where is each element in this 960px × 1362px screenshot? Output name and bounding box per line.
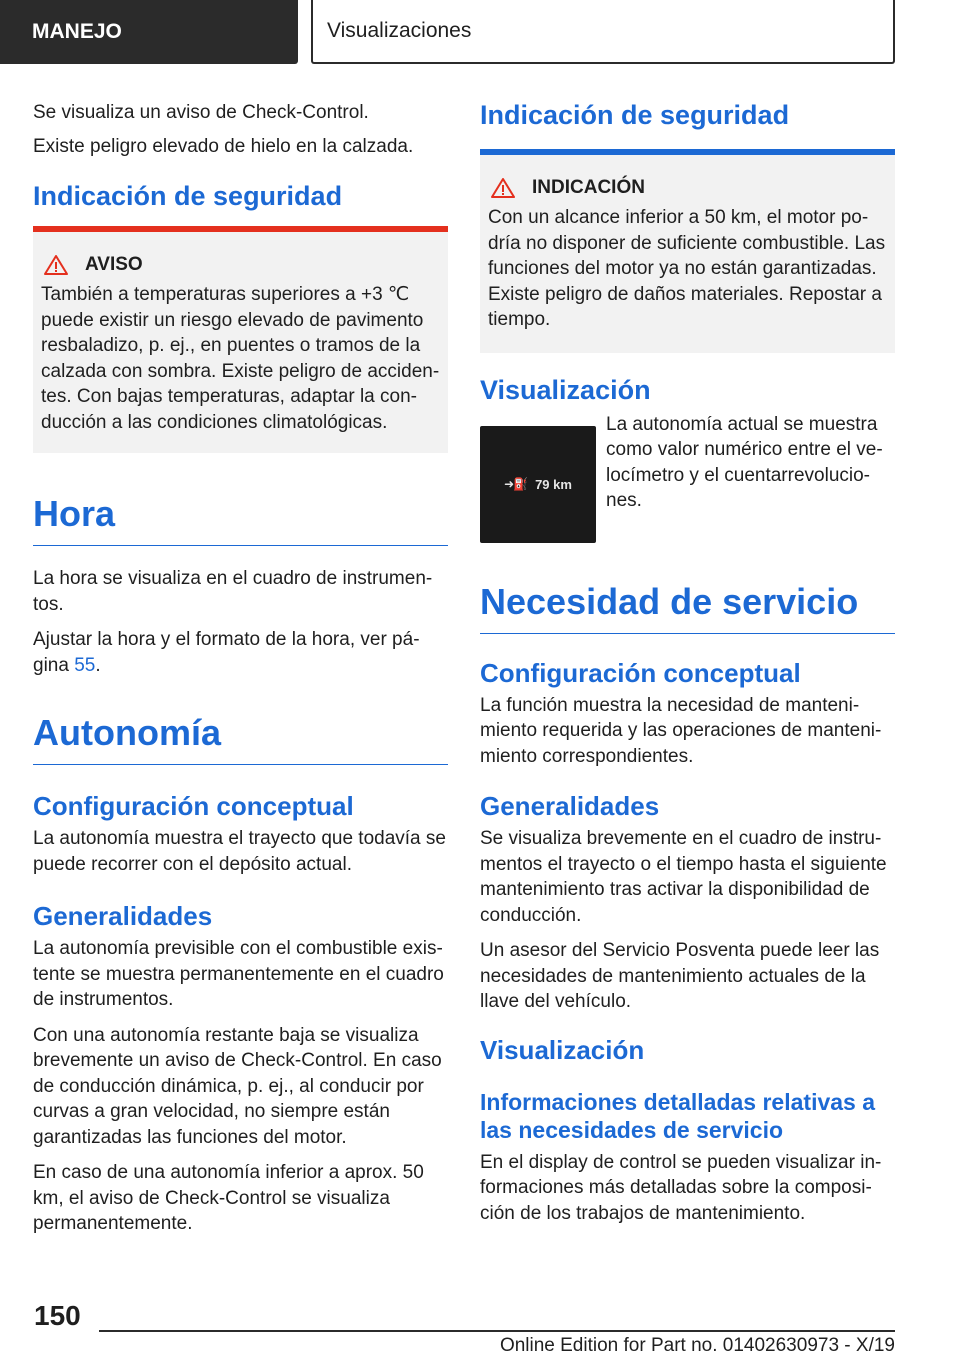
warning-label: AVISO: [85, 254, 143, 275]
hora-text: Ajustar la hora y el formato de la hora, ver página: [33, 629, 420, 676]
warning-text: También a temperaturas superiores a +3 ℃ puede existir un riesgo elevado de pavimento resbaladizo, p. ej., en puentes o tramos de la calzada con sombra. Existe peligro de accidentes. Con bajas temperaturas, adaptar la conducción a las condiciones climatológicas.: [41, 284, 440, 433]
warning-triangle-icon: [43, 254, 69, 276]
section-tab: [311, 0, 895, 64]
chapter-tab: [0, 0, 298, 64]
paragraph: En caso de una autonomía inferior a aprox. 50 km, el aviso de Check-Control se visualiza permanentemente.: [33, 1162, 424, 1234]
figure-caption: La autonomía actual se muestra como valor numérico entre el velocímetro y el cuentarrevoluciones.: [606, 413, 883, 511]
general-heading: Generalidades: [33, 901, 213, 931]
page-number: 150: [34, 1300, 81, 1331]
notice-box: [480, 155, 895, 353]
visual2-heading: Visualización: [480, 1034, 645, 1065]
paragraph: La autonomía previsible con el combustible existente se muestra permanentemente en el cuadro de instrumentos.: [33, 938, 444, 1010]
page-link[interactable]: 55: [74, 654, 96, 676]
config-heading: Configuración conceptual: [33, 791, 354, 821]
hora-heading: Hora: [33, 493, 448, 546]
paragraph: En el display de control se pueden visualizar informaciones más detalladas sobre la composición de los trabajos de mantenimiento.: [480, 1151, 882, 1224]
detail-heading: Informaciones detalladas relativas a las necesidades de servicio: [480, 1088, 876, 1143]
notice-title: [488, 177, 887, 199]
paragraph: Se visualiza brevemente en el cuadro de instrumentos el trayecto o el tiempo hasta el siguiente mantenimiento tras activar la disponibilidad de conducción.: [480, 828, 887, 926]
paragraph: Existe peligro elevado de hielo en la calzada.: [33, 135, 414, 157]
right-column: [480, 100, 895, 1236]
paragraph: [33, 627, 448, 678]
warning-title: [41, 254, 440, 276]
visual-heading: Visualización: [480, 374, 651, 405]
section-title: Visualizaciones: [327, 19, 472, 42]
left-column: [33, 100, 448, 1247]
range-value: 79 km: [535, 476, 572, 492]
footer-edition: Online Edition for Part no. 01402630973 - X/19: [499, 1335, 895, 1356]
warning-triangle-icon: [490, 177, 516, 199]
footer-divider: [99, 1330, 895, 1332]
range-display-figure: [480, 426, 596, 543]
paragraph: La función muestra la necesidad de mantenimiento requerida y las operaciones de mantenimiento correspondientes.: [480, 694, 882, 767]
paragraph: Con una autonomía restante baja se visualiza brevemente un aviso de Check-Control. En caso de conducción dinámica, p. ej., al conducir por curvas a gran velocidad, no siempre están garantizadas las funciones del motor.: [33, 1024, 442, 1148]
chapter-title: MANEJO: [32, 20, 122, 43]
fuel-pump-icon: ➜⛽: [504, 477, 528, 491]
general-heading: Generalidades: [480, 791, 660, 821]
safety-heading: Indicación de seguridad: [480, 100, 790, 130]
paragraph: Se visualiza un aviso de Check-Control.: [33, 102, 369, 123]
service-heading: Necesidad de servicio: [480, 581, 895, 634]
paragraph: Un asesor del Servicio Posventa puede leer las necesidades de mantenimiento actuales de la llave del vehículo.: [480, 940, 880, 1012]
safety-heading: Indicación de seguridad: [33, 181, 343, 211]
figure-row: [480, 412, 895, 543]
notice-label: INDICACIÓN: [532, 177, 645, 198]
period: .: [95, 654, 101, 676]
config-heading: Configuración conceptual: [480, 657, 801, 688]
notice-text: Con un alcance inferior a 50 km, el motor podría no disponer de suficiente combustible. Las funciones del motor ya no están garantizadas. Existe peligro de daños materiales. Repostar a tiempo.: [488, 207, 886, 330]
warning-box: [33, 232, 448, 453]
autonomia-heading: Autonomía: [33, 712, 448, 765]
paragraph: La hora se visualiza en el cuadro de instrumentos.: [33, 568, 433, 615]
paragraph: La autonomía muestra el trayecto que todavía se puede recorrer con el depósito actual.: [33, 828, 446, 875]
